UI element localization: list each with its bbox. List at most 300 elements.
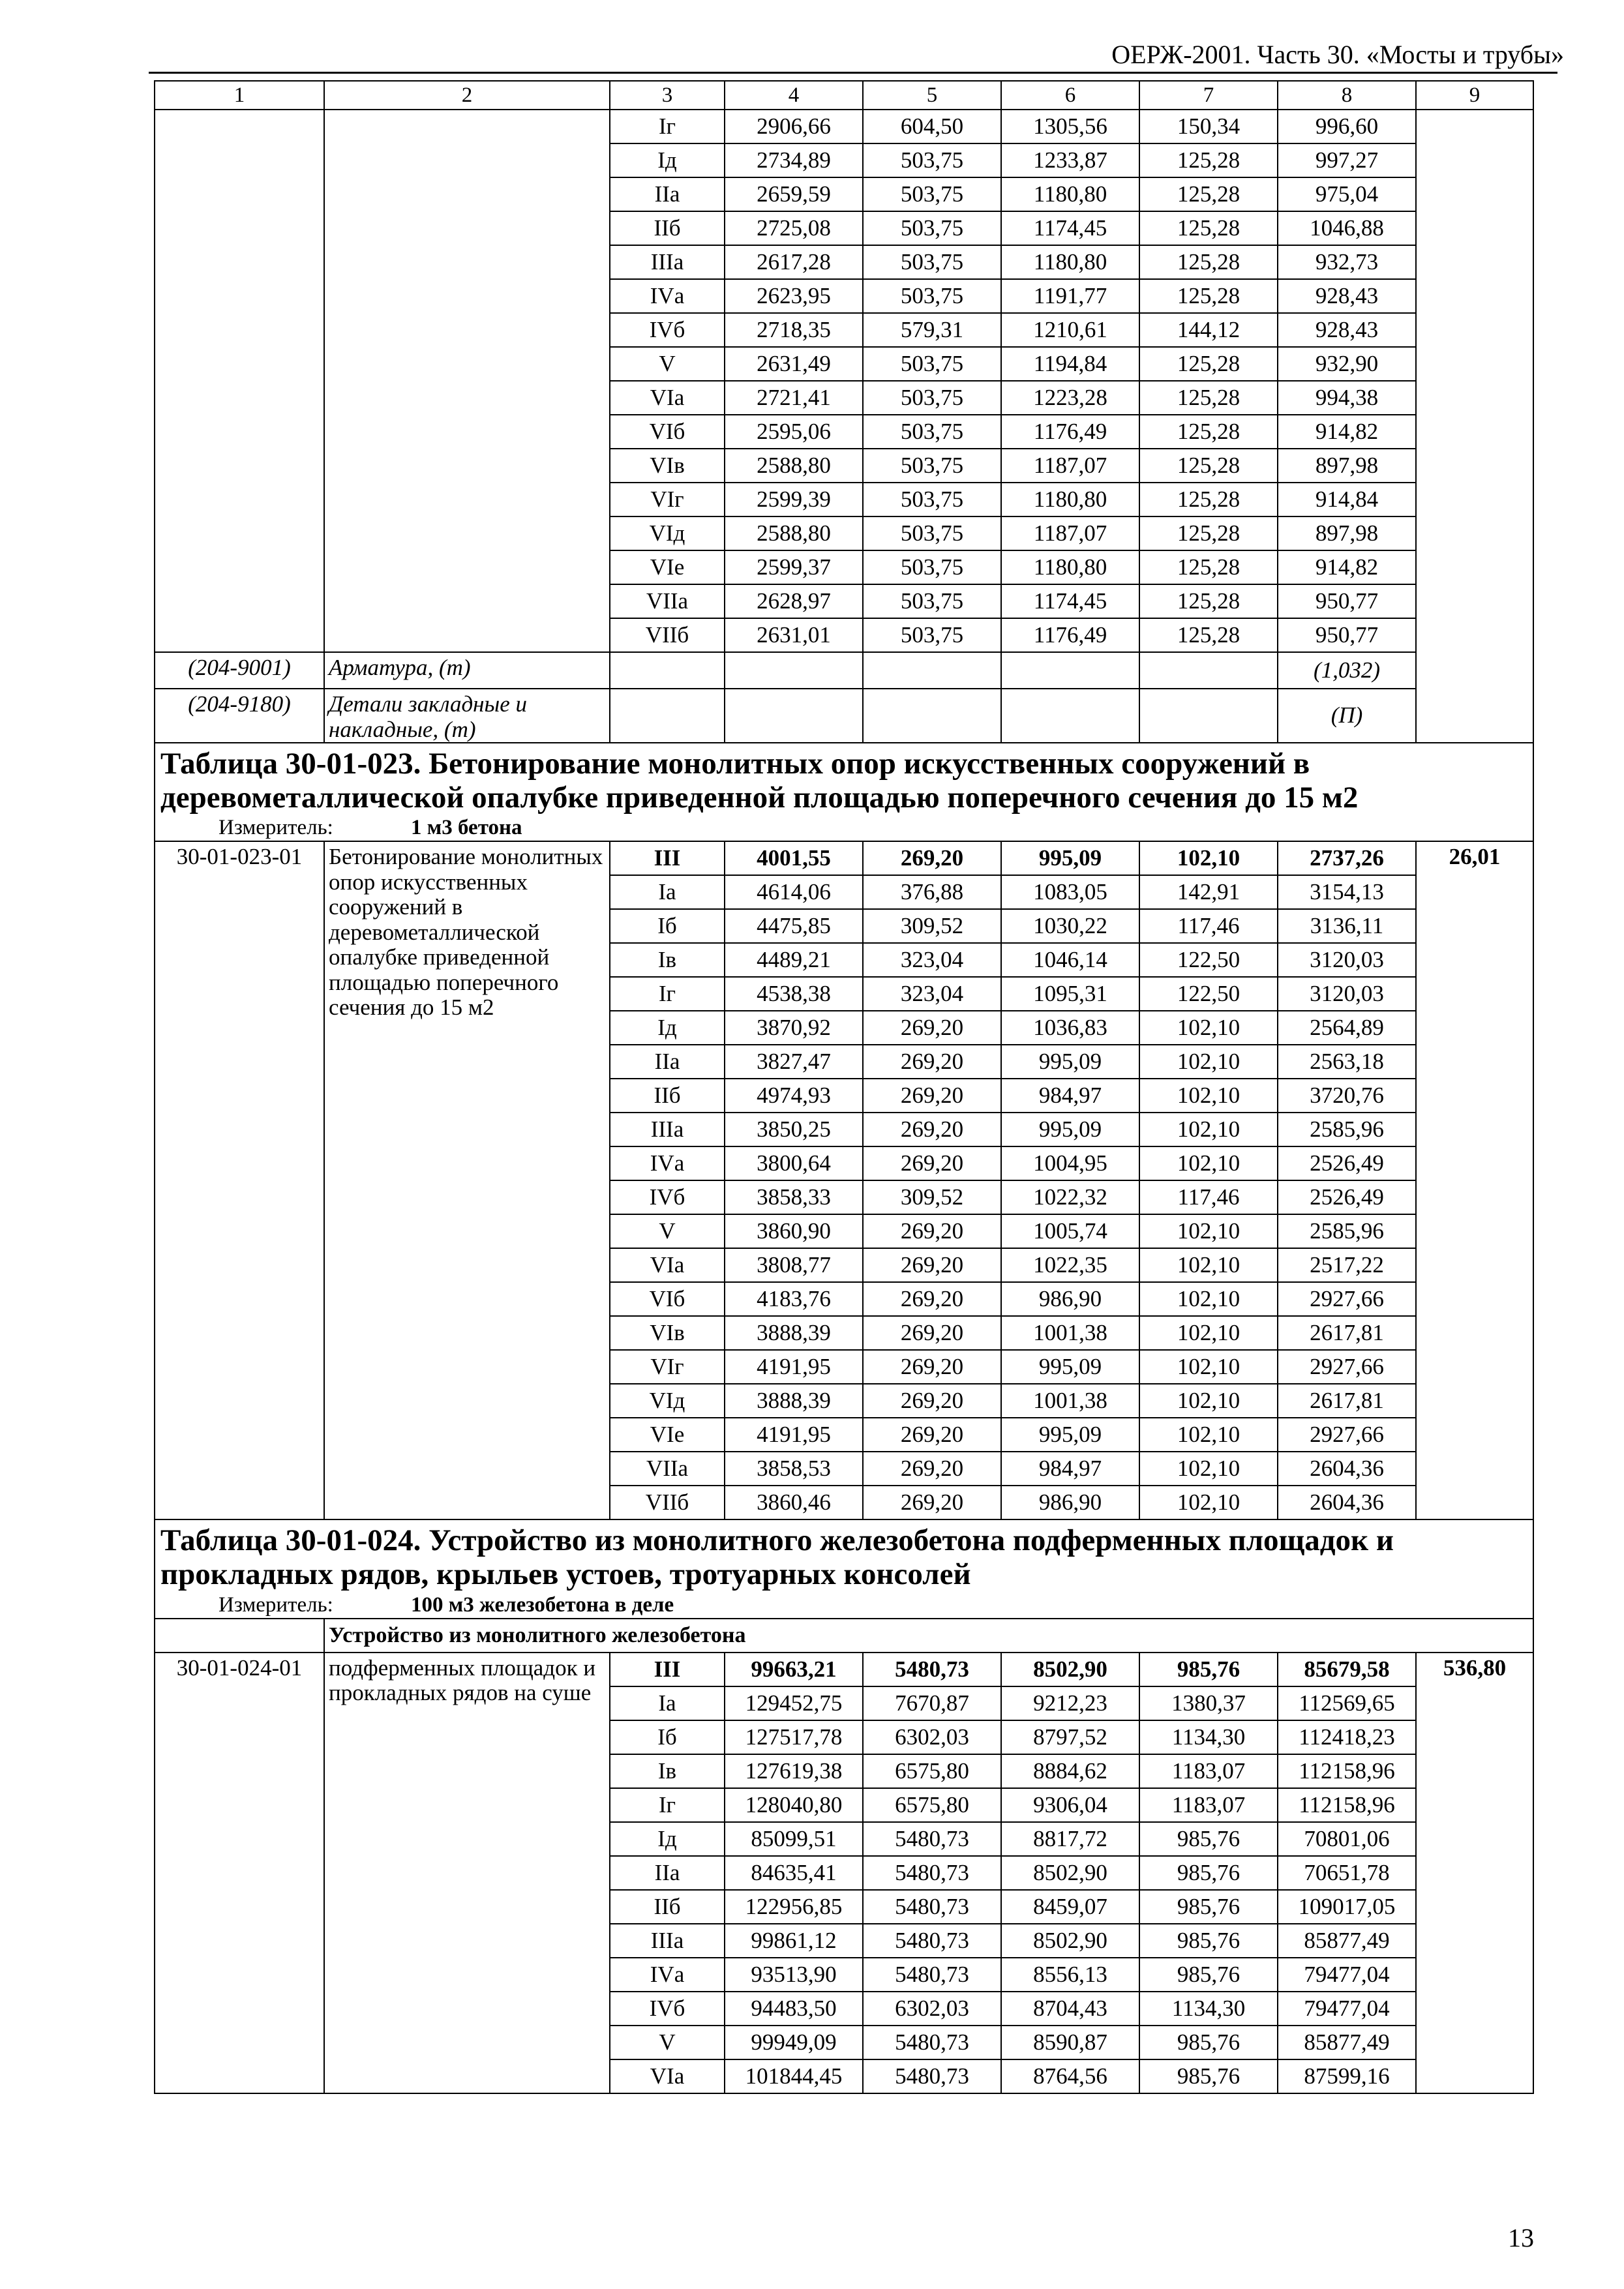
value-cell: 102,10: [1139, 1316, 1278, 1350]
value-cell: 503,75: [863, 516, 1001, 550]
material-row: [155, 652, 1533, 689]
value-cell: 3136,11: [1278, 909, 1416, 943]
value-cell: 5480,73: [863, 1890, 1001, 1924]
value-cell: 127517,78: [725, 1720, 863, 1754]
zone-cell: VIб: [610, 1282, 725, 1316]
value-cell: 503,75: [863, 245, 1001, 279]
zone-cell: Iд: [610, 143, 725, 177]
zone-cell: IIб: [610, 1890, 725, 1924]
value-cell: 269,20: [863, 1350, 1001, 1384]
zone-cell: V: [610, 1214, 725, 1248]
value-cell: 2725,08: [725, 211, 863, 245]
value-cell: 122,50: [1139, 977, 1278, 1011]
zone-cell: VIе: [610, 1418, 725, 1452]
value-cell: 995,09: [1001, 1113, 1139, 1146]
value-cell: 928,43: [1278, 279, 1416, 313]
zone-cell: Iв: [610, 1754, 725, 1788]
value-cell: 6302,03: [863, 1992, 1001, 2026]
value-cell: 269,20: [863, 1418, 1001, 1452]
value-cell: 125,28: [1139, 381, 1278, 415]
value-cell: 2564,89: [1278, 1011, 1416, 1045]
zone-cell: VIб: [610, 415, 725, 449]
table-title-row: [155, 743, 1533, 815]
value-cell: 70651,78: [1278, 1856, 1416, 1890]
zone-cell: Iд: [610, 1011, 725, 1045]
value-cell: 125,28: [1139, 516, 1278, 550]
zone-cell: VIв: [610, 1316, 725, 1350]
value-cell: 85679,58: [1278, 1653, 1416, 1686]
value-cell: 269,20: [863, 1113, 1001, 1146]
value-cell: 1180,80: [1001, 550, 1139, 584]
value-cell: 503,75: [863, 381, 1001, 415]
material-value: (1,032): [1278, 652, 1416, 689]
value-cell: 3860,90: [725, 1214, 863, 1248]
value-cell: 4538,38: [725, 977, 863, 1011]
value-cell: 125,28: [1139, 584, 1278, 618]
measure-value: 1 м3 бетона: [411, 816, 522, 840]
value-cell: 2588,80: [725, 449, 863, 483]
value-cell: 94483,50: [725, 1992, 863, 2026]
value-cell: 1210,61: [1001, 313, 1139, 347]
rate-code: 30-01-024-01: [155, 1653, 324, 2093]
value-cell: 7670,87: [863, 1686, 1001, 1720]
value-cell: 128040,80: [725, 1788, 863, 1822]
value-cell: 102,10: [1139, 1113, 1278, 1146]
zone-cell: Iд: [610, 1822, 725, 1856]
value-cell: 3720,76: [1278, 1079, 1416, 1113]
value-cell: 102,10: [1139, 1011, 1278, 1045]
value-cell: 8764,56: [1001, 2059, 1139, 2093]
measure-cell: [155, 815, 1533, 841]
value-cell: 125,28: [1139, 143, 1278, 177]
value-cell: 5480,73: [863, 1856, 1001, 1890]
value-cell: 125,28: [1139, 245, 1278, 279]
value-cell: 1305,56: [1001, 110, 1139, 143]
value-cell: 604,50: [863, 110, 1001, 143]
value-cell: 129452,75: [725, 1686, 863, 1720]
value-cell: 997,27: [1278, 143, 1416, 177]
empty-cell: [1139, 652, 1278, 689]
value-cell: 2927,66: [1278, 1282, 1416, 1316]
value-cell: 2659,59: [725, 177, 863, 211]
column-number: 5: [863, 81, 1001, 110]
value-cell: 2617,28: [725, 245, 863, 279]
value-cell: 309,52: [863, 1180, 1001, 1214]
value-cell: 102,10: [1139, 1079, 1278, 1113]
measure-label: Измеритель:: [218, 1593, 333, 1617]
table-row: [155, 110, 1533, 143]
value-cell: 984,97: [1001, 1079, 1139, 1113]
value-cell: 269,20: [863, 1214, 1001, 1248]
value-cell: 1183,07: [1139, 1788, 1278, 1822]
empty-cell: [863, 652, 1001, 689]
value-cell: 2526,49: [1278, 1180, 1416, 1214]
value-cell: 1001,38: [1001, 1384, 1139, 1418]
value-cell: 112569,65: [1278, 1686, 1416, 1720]
value-cell: 102,10: [1139, 1418, 1278, 1452]
empty-cell: [863, 689, 1001, 743]
column-number: 2: [324, 81, 610, 110]
description-cell: [324, 110, 610, 652]
zone-cell: VIе: [610, 550, 725, 584]
value-cell: 985,76: [1139, 1822, 1278, 1856]
value-cell: 995,09: [1001, 1350, 1139, 1384]
page-header: ОЕРЖ-2001. Часть 30. «Мосты и трубы»: [1111, 40, 1564, 69]
value-cell: 4001,55: [725, 841, 863, 875]
rates-table: [154, 80, 1534, 2094]
value-cell: 1174,45: [1001, 211, 1139, 245]
value-cell: 323,04: [863, 943, 1001, 977]
value-cell: 269,20: [863, 1045, 1001, 1079]
value-cell: 102,10: [1139, 1384, 1278, 1418]
value-cell: 269,20: [863, 1282, 1001, 1316]
value-cell: 269,20: [863, 1452, 1001, 1486]
value-cell: 1187,07: [1001, 449, 1139, 483]
value-cell: 3860,46: [725, 1486, 863, 1519]
value-cell: 269,20: [863, 1146, 1001, 1180]
value-cell: 3870,92: [725, 1011, 863, 1045]
value-cell: 269,20: [863, 841, 1001, 875]
value-cell: 4183,76: [725, 1282, 863, 1316]
value-cell: 269,20: [863, 1486, 1001, 1519]
value-cell: 6302,03: [863, 1720, 1001, 1754]
code-cell: [155, 110, 324, 652]
value-cell: 85877,49: [1278, 2026, 1416, 2059]
column-number: 7: [1139, 81, 1278, 110]
measure-row: [155, 815, 1533, 841]
empty-cell: [1139, 689, 1278, 743]
value-cell: 1180,80: [1001, 483, 1139, 516]
zone-cell: VIIб: [610, 618, 725, 652]
value-cell: 109017,05: [1278, 1890, 1416, 1924]
zone-cell: VIIа: [610, 584, 725, 618]
value-cell: 950,77: [1278, 584, 1416, 618]
value-cell: 125,28: [1139, 211, 1278, 245]
header-rule: [149, 72, 1557, 74]
value-cell: 2734,89: [725, 143, 863, 177]
zone-cell: VIв: [610, 449, 725, 483]
value-cell: 1030,22: [1001, 909, 1139, 943]
value-cell: 975,04: [1278, 177, 1416, 211]
value-cell: 1022,32: [1001, 1180, 1139, 1214]
value-cell: 125,28: [1139, 449, 1278, 483]
col9-value: 536,80: [1416, 1653, 1533, 2093]
value-cell: 269,20: [863, 1248, 1001, 1282]
value-cell: 2588,80: [725, 516, 863, 550]
col9-cell: [1416, 110, 1533, 743]
value-cell: 985,76: [1139, 1653, 1278, 1686]
material-code: (204-9001): [155, 652, 324, 689]
table-row: [155, 1653, 1533, 1686]
zone-cell: Iа: [610, 1686, 725, 1720]
zone-cell: IVб: [610, 313, 725, 347]
value-cell: 99949,09: [725, 2026, 863, 2059]
value-cell: 8502,90: [1001, 1653, 1139, 1686]
column-number: 6: [1001, 81, 1139, 110]
value-cell: 2623,95: [725, 279, 863, 313]
col9-value: 26,01: [1416, 841, 1533, 1519]
zone-cell: IIIа: [610, 245, 725, 279]
value-cell: 2599,39: [725, 483, 863, 516]
value-cell: 1046,14: [1001, 943, 1139, 977]
value-cell: 985,76: [1139, 1890, 1278, 1924]
zone-cell: VIа: [610, 1248, 725, 1282]
column-number-row: [155, 81, 1533, 110]
value-cell: 914,82: [1278, 550, 1416, 584]
column-number: 8: [1278, 81, 1416, 110]
value-cell: 4191,95: [725, 1418, 863, 1452]
zone-cell: VIг: [610, 1350, 725, 1384]
value-cell: 1134,30: [1139, 1992, 1278, 2026]
material-name: Арматура, (т): [324, 652, 610, 689]
value-cell: 102,10: [1139, 1452, 1278, 1486]
value-cell: 4489,21: [725, 943, 863, 977]
value-cell: 269,20: [863, 1011, 1001, 1045]
zone-cell: IIа: [610, 1856, 725, 1890]
zone-cell: IVа: [610, 1146, 725, 1180]
value-cell: 2628,97: [725, 584, 863, 618]
value-cell: 986,90: [1001, 1282, 1139, 1316]
zone-cell: III: [610, 841, 725, 875]
value-cell: 8502,90: [1001, 1924, 1139, 1958]
value-cell: 1174,45: [1001, 584, 1139, 618]
value-cell: 503,75: [863, 483, 1001, 516]
value-cell: 1176,49: [1001, 415, 1139, 449]
value-cell: 984,97: [1001, 1452, 1139, 1486]
value-cell: 1191,77: [1001, 279, 1139, 313]
value-cell: 117,46: [1139, 909, 1278, 943]
column-number: 1: [155, 81, 324, 110]
value-cell: 985,76: [1139, 2026, 1278, 2059]
value-cell: 125,28: [1139, 550, 1278, 584]
value-cell: 99861,12: [725, 1924, 863, 1958]
value-cell: 1380,37: [1139, 1686, 1278, 1720]
value-cell: 1223,28: [1001, 381, 1139, 415]
value-cell: 2563,18: [1278, 1045, 1416, 1079]
value-cell: 1005,74: [1001, 1214, 1139, 1248]
empty-cell: [610, 689, 725, 743]
value-cell: 125,28: [1139, 483, 1278, 516]
zone-cell: Iб: [610, 909, 725, 943]
value-cell: 102,10: [1139, 1214, 1278, 1248]
value-cell: 84635,41: [725, 1856, 863, 1890]
value-cell: 85877,49: [1278, 1924, 1416, 1958]
value-cell: 125,28: [1139, 415, 1278, 449]
value-cell: 112158,96: [1278, 1754, 1416, 1788]
subheader-row: [155, 1619, 1533, 1653]
value-cell: 986,90: [1001, 1486, 1139, 1519]
value-cell: 3888,39: [725, 1384, 863, 1418]
value-cell: 5480,73: [863, 2026, 1001, 2059]
rate-code: 30-01-023-01: [155, 841, 324, 1519]
value-cell: 985,76: [1139, 1856, 1278, 1890]
table-title: Таблица 30-01-024. Устройство из монолитного железобетона подферменных площадок и прокладных рядов, крыльев устоев, тротуарных консолей: [155, 1519, 1533, 1591]
value-cell: 85099,51: [725, 1822, 863, 1856]
value-cell: 2927,66: [1278, 1418, 1416, 1452]
value-cell: 102,10: [1139, 1486, 1278, 1519]
value-cell: 5480,73: [863, 1958, 1001, 1992]
value-cell: 503,75: [863, 584, 1001, 618]
zone-cell: VIа: [610, 381, 725, 415]
empty-cell: [155, 1619, 324, 1653]
zone-cell: VIд: [610, 516, 725, 550]
value-cell: 125,28: [1139, 279, 1278, 313]
value-cell: 142,91: [1139, 875, 1278, 909]
value-cell: 112418,23: [1278, 1720, 1416, 1754]
column-number: 3: [610, 81, 725, 110]
value-cell: 1183,07: [1139, 1754, 1278, 1788]
value-cell: 2617,81: [1278, 1384, 1416, 1418]
value-cell: 102,10: [1139, 1350, 1278, 1384]
value-cell: 1095,31: [1001, 977, 1139, 1011]
zone-cell: VIIб: [610, 1486, 725, 1519]
value-cell: 1180,80: [1001, 177, 1139, 211]
value-cell: 2718,35: [725, 313, 863, 347]
value-cell: 1083,05: [1001, 875, 1139, 909]
value-cell: 2631,49: [725, 347, 863, 381]
value-cell: 5480,73: [863, 1924, 1001, 1958]
value-cell: 101844,45: [725, 2059, 863, 2093]
subheader: Устройство из монолитного железобетона: [324, 1619, 1533, 1653]
value-cell: 1233,87: [1001, 143, 1139, 177]
value-cell: 1176,49: [1001, 618, 1139, 652]
value-cell: 2604,36: [1278, 1486, 1416, 1519]
zone-cell: IIIа: [610, 1924, 725, 1958]
value-cell: 503,75: [863, 279, 1001, 313]
value-cell: 3858,53: [725, 1452, 863, 1486]
value-cell: 1134,30: [1139, 1720, 1278, 1754]
zone-cell: IIб: [610, 211, 725, 245]
value-cell: 3120,03: [1278, 943, 1416, 977]
rate-description: подферменных площадок и прокладных рядов на суше: [324, 1653, 610, 2093]
value-cell: 3808,77: [725, 1248, 863, 1282]
material-value: (П): [1278, 689, 1416, 743]
value-cell: 5480,73: [863, 2059, 1001, 2093]
value-cell: 3827,47: [725, 1045, 863, 1079]
value-cell: 8459,07: [1001, 1890, 1139, 1924]
value-cell: 150,34: [1139, 110, 1278, 143]
value-cell: 3154,13: [1278, 875, 1416, 909]
value-cell: 323,04: [863, 977, 1001, 1011]
value-cell: 1004,95: [1001, 1146, 1139, 1180]
table-title: Таблица 30-01-023. Бетонирование монолитных опор искусственных сооружений в деревометаллической опалубке приведенной площадью поперечного сечения до 15 м2: [155, 743, 1533, 815]
value-cell: 1180,80: [1001, 245, 1139, 279]
value-cell: 1194,84: [1001, 347, 1139, 381]
value-cell: 503,75: [863, 211, 1001, 245]
zone-cell: IIа: [610, 177, 725, 211]
value-cell: 4614,06: [725, 875, 863, 909]
value-cell: 1036,83: [1001, 1011, 1139, 1045]
value-cell: 996,60: [1278, 110, 1416, 143]
value-cell: 503,75: [863, 177, 1001, 211]
value-cell: 125,28: [1139, 177, 1278, 211]
value-cell: 269,20: [863, 1079, 1001, 1113]
zone-cell: Iг: [610, 977, 725, 1011]
column-number: 4: [725, 81, 863, 110]
value-cell: 79477,04: [1278, 1992, 1416, 2026]
value-cell: 1046,88: [1278, 211, 1416, 245]
zone-cell: IIIа: [610, 1113, 725, 1146]
value-cell: 2599,37: [725, 550, 863, 584]
zone-cell: VIд: [610, 1384, 725, 1418]
value-cell: 2617,81: [1278, 1316, 1416, 1350]
zone-cell: Iг: [610, 110, 725, 143]
value-cell: 579,31: [863, 313, 1001, 347]
value-cell: 2585,96: [1278, 1214, 1416, 1248]
value-cell: 93513,90: [725, 1958, 863, 1992]
empty-cell: [725, 689, 863, 743]
value-cell: 995,09: [1001, 1045, 1139, 1079]
value-cell: 125,28: [1139, 618, 1278, 652]
value-cell: 4475,85: [725, 909, 863, 943]
material-name: Детали закладные и накладные, (т): [324, 689, 610, 743]
value-cell: 897,98: [1278, 449, 1416, 483]
zone-cell: Iг: [610, 1788, 725, 1822]
value-cell: 2737,26: [1278, 841, 1416, 875]
zone-cell: IVб: [610, 1180, 725, 1214]
measure-cell: [155, 1592, 1533, 1619]
zone-cell: Iб: [610, 1720, 725, 1754]
value-cell: 122,50: [1139, 943, 1278, 977]
value-cell: 6575,80: [863, 1754, 1001, 1788]
zone-cell: Iа: [610, 875, 725, 909]
value-cell: 5480,73: [863, 1653, 1001, 1686]
value-cell: 8590,87: [1001, 2026, 1139, 2059]
value-cell: 117,46: [1139, 1180, 1278, 1214]
value-cell: 2604,36: [1278, 1452, 1416, 1486]
value-cell: 914,82: [1278, 415, 1416, 449]
value-cell: 102,10: [1139, 1282, 1278, 1316]
value-cell: 309,52: [863, 909, 1001, 943]
value-cell: 1187,07: [1001, 516, 1139, 550]
value-cell: 9306,04: [1001, 1788, 1139, 1822]
empty-cell: [1001, 652, 1139, 689]
value-cell: 102,10: [1139, 1146, 1278, 1180]
rate-description: Бетонирование монолитных опор искусственных сооружений в деревометаллической опалубке приведенной площадью поперечного сечения до 15 м2: [324, 841, 610, 1519]
measure-label: Измеритель:: [218, 816, 333, 840]
value-cell: 928,43: [1278, 313, 1416, 347]
value-cell: 1001,38: [1001, 1316, 1139, 1350]
zone-cell: VIа: [610, 2059, 725, 2093]
value-cell: 3888,39: [725, 1316, 863, 1350]
value-cell: 3800,64: [725, 1146, 863, 1180]
zone-cell: IVа: [610, 1958, 725, 1992]
value-cell: 102,10: [1139, 841, 1278, 875]
value-cell: 995,09: [1001, 841, 1139, 875]
value-cell: 144,12: [1139, 313, 1278, 347]
zone-cell: III: [610, 1653, 725, 1686]
value-cell: 2927,66: [1278, 1350, 1416, 1384]
value-cell: 3850,25: [725, 1113, 863, 1146]
value-cell: 503,75: [863, 550, 1001, 584]
table-row: [155, 841, 1533, 875]
value-cell: 503,75: [863, 143, 1001, 177]
value-cell: 8797,52: [1001, 1720, 1139, 1754]
value-cell: 503,75: [863, 449, 1001, 483]
empty-cell: [610, 652, 725, 689]
value-cell: 985,76: [1139, 1924, 1278, 1958]
value-cell: 2585,96: [1278, 1113, 1416, 1146]
value-cell: 9212,23: [1001, 1686, 1139, 1720]
zone-cell: IIа: [610, 1045, 725, 1079]
zone-cell: IVб: [610, 1992, 725, 2026]
value-cell: 914,84: [1278, 483, 1416, 516]
value-cell: 985,76: [1139, 2059, 1278, 2093]
value-cell: 87599,16: [1278, 2059, 1416, 2093]
value-cell: 4974,93: [725, 1079, 863, 1113]
value-cell: 503,75: [863, 347, 1001, 381]
measure-row: [155, 1592, 1533, 1619]
